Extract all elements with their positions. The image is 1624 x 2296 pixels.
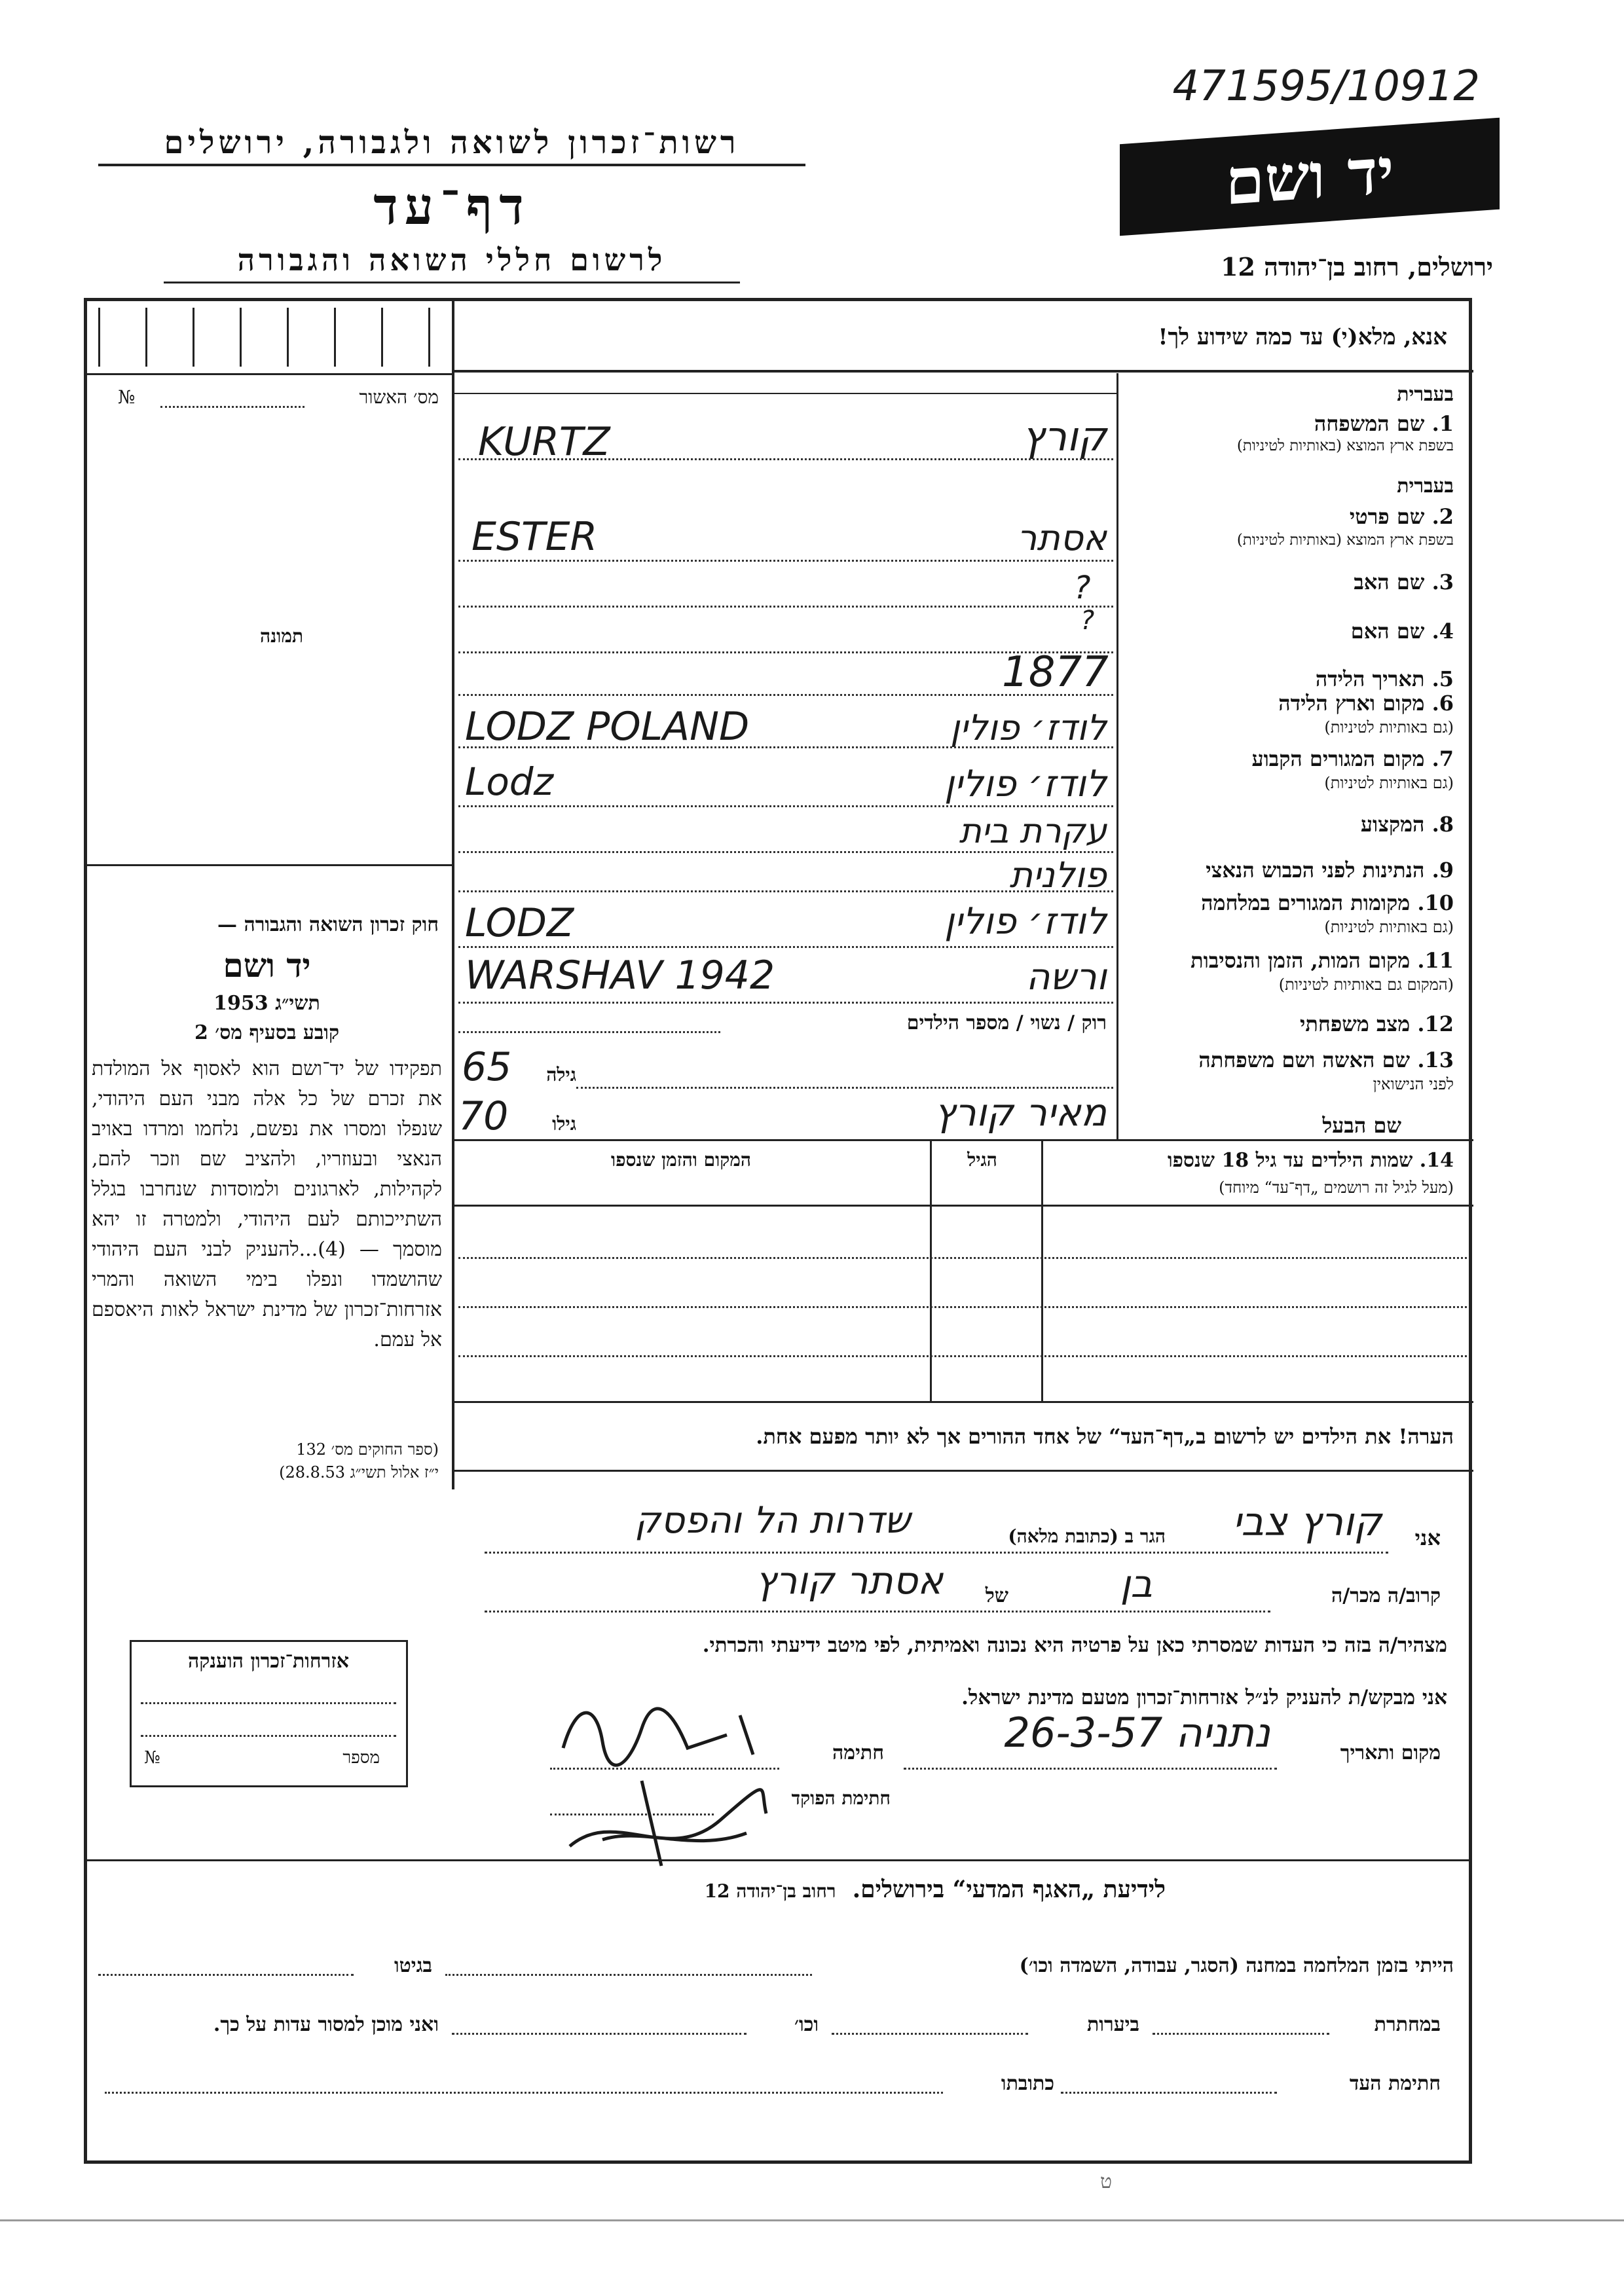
field-2-value-latin[interactable]: ESTER	[471, 514, 598, 560]
field-9-label	[1126, 858, 1454, 883]
form-subtitle: לרשום חללי השואה והגבורה	[237, 242, 667, 278]
citizenship-line-1[interactable]	[141, 1702, 396, 1704]
field-10-sub: (גם באותיות לטיניות)	[1324, 918, 1454, 936]
decl-signature-label: חתימה	[832, 1741, 884, 1764]
declarant-signature	[557, 1689, 792, 1781]
decl-line-1	[485, 1552, 1388, 1554]
field-7-line	[458, 805, 1113, 807]
form-title: דף־עד	[373, 177, 530, 236]
decl-i-value[interactable]: קורץ צבי	[1232, 1499, 1382, 1545]
cert-number-field[interactable]	[160, 406, 304, 408]
field-13-line	[576, 1087, 1113, 1089]
notice-line2d: ואני מוכן למסור עדות על כך.	[213, 2013, 439, 2036]
law-year: תשי״ג 1953	[213, 992, 320, 1015]
field-1-label	[1126, 411, 1454, 436]
children-col-age: הגיל	[967, 1149, 997, 1171]
field-9-text: הנתינות לפני הכבוש הנאצי	[1206, 858, 1425, 883]
field-1-value-hebrew[interactable]: קורץ	[1022, 412, 1107, 460]
field-6-sub: (גם באותיות לטיניות)	[1324, 718, 1454, 737]
field-10-text: מקומות המגורים במלחמה	[1201, 890, 1411, 915]
notice-top-rule	[84, 1859, 1472, 1861]
law-body: תפקידו של יד־ושם הוא לאסוף אל המולדת את זכרם של כל אלה מבני העם היהודי, שנפלו ומסרו את נפשם, נלחמו ומרדו באויב הנאצי ובעוזריו, ולהציב שם וזכר להם, לקהילות, לארגונים ולמוסדות שנחרבו בגלל השתייכותם לעם היהודי, ולמטרה זו יהא מוסמך — (4)...להעניק לבני העם היהודי שהושמדו ונפלו בימי השואה והמרי אזרחות־זכרון של מדינת ישראל לאות היאספם אל עמם.	[92, 1057, 443, 1351]
field-8-line	[458, 851, 1113, 853]
authority-name: רשות־זכרון לשואה ולגבורה, ירושלים	[164, 124, 740, 161]
note-text: הערה! את הילדים יש לרשום ב„דף־העד“ של אחד ההורים אך לא יותר מפעם אחת.	[756, 1424, 1454, 1449]
decl-request: אני מבקש/ת להעניק לנ״ל אזרחות־זכרון מטעם מדינת ישראל.	[961, 1686, 1447, 1709]
field-3-value[interactable]: ?	[1074, 570, 1091, 606]
field-13-num: 13.	[1417, 1048, 1454, 1072]
notice-address: רחוב בן־יהודה 12	[704, 1880, 836, 1902]
field-4-value[interactable]: ?	[1080, 606, 1095, 636]
field-3-line	[458, 606, 1113, 608]
decl-statement: מצהיר/ה בזה כי העדות שמסרתי כאן על פרטיה היא נכונה ואמיתית, לפי מיטב ידיעתי והכרתי.	[702, 1633, 1447, 1657]
address: ירושלים, רחוב בן־יהודה 12	[1221, 252, 1493, 282]
field-13-sub: לפני הנישואין	[1373, 1075, 1454, 1093]
children-num: 14.	[1419, 1149, 1454, 1172]
children-sub: (מעל לגיל זה רושמים „דף־עד“ מיוחד)	[1219, 1178, 1454, 1197]
field-2-text: שם פרטי	[1349, 504, 1425, 529]
notice-line2-field-b[interactable]	[832, 2033, 1028, 2035]
field-1-num: 1.	[1431, 411, 1454, 436]
children-divider-2	[930, 1139, 932, 1401]
field-5-label	[1126, 666, 1454, 691]
children-row-1[interactable]	[458, 1257, 1467, 1259]
cert-boxes	[98, 308, 439, 367]
field-11-num: 11.	[1417, 948, 1454, 973]
notice-line2-field-c[interactable]	[452, 2033, 747, 2035]
field-2-hebrew-label: בעברית	[1397, 475, 1454, 498]
field-3-label	[1126, 570, 1454, 594]
decl-place-date-label: מקום ותאריך	[1340, 1741, 1441, 1764]
field-7-num: 7.	[1431, 746, 1454, 771]
citizenship-title: אזרחות־זכרון הוענקה	[187, 1650, 350, 1673]
yad-vashem-logo: יד ושם	[1120, 118, 1500, 236]
field-1-hebrew-label: בעברית	[1397, 383, 1454, 406]
decl-official-label: חתימת הפוקד	[791, 1787, 891, 1809]
decl-relative-value[interactable]: בן	[1120, 1561, 1153, 1606]
note-rule	[452, 1470, 1473, 1472]
field-12-line	[458, 1031, 720, 1033]
field-7-value-latin[interactable]: Lodz	[465, 759, 554, 804]
field-4-text: שם האם	[1350, 619, 1425, 644]
decl-i-label: אני	[1414, 1525, 1441, 1550]
field-2-line	[458, 560, 1113, 562]
field-8-label	[1126, 812, 1454, 837]
field-1-text: שם המשפחה	[1314, 411, 1425, 436]
footer-mark: ט	[1100, 2170, 1113, 2193]
field-5-line	[458, 694, 1113, 696]
husband-age-label: גילו	[552, 1113, 576, 1135]
notice-line3-field-b[interactable]	[105, 2092, 943, 2094]
field-1-value-latin[interactable]: KURTZ	[478, 419, 610, 465]
cert-number-label: מס׳ האשור	[359, 386, 439, 408]
field-6-value-hebrew[interactable]: לודז׳ פולין	[950, 707, 1107, 748]
field-12-label	[1126, 1011, 1454, 1036]
field-3-text: שם האב	[1354, 570, 1425, 594]
notice-title-text: לידיעת „האגף המדעי“ בירושלים.	[852, 1876, 1166, 1903]
field-5-num: 5.	[1431, 666, 1454, 691]
law-line1: חוק זכרון השואה והגבורה —	[217, 913, 439, 936]
header-rule	[98, 164, 805, 166]
cert-number-mark: №	[118, 386, 136, 408]
children-row-2[interactable]	[458, 1306, 1467, 1308]
field-5-text: תאריך הלידה	[1315, 666, 1425, 691]
law-name: יד ושם	[223, 946, 311, 985]
field-1-line	[458, 458, 1113, 460]
notice-line3b: כתובתו	[1001, 2072, 1054, 2095]
field-12-text: מצב משפחתי	[1300, 1011, 1411, 1036]
field-10-value-hebrew[interactable]: לודז׳ פולין	[944, 900, 1107, 943]
decl-relative-label: קרוב/ה מכר/ה	[1331, 1584, 1441, 1607]
decl-of-value[interactable]: אסתר קורץ	[755, 1558, 943, 1603]
field-2-value-hebrew[interactable]: אסתר	[1016, 517, 1107, 558]
husband-rule	[452, 1139, 1473, 1141]
field-9-num: 9.	[1431, 858, 1454, 883]
notice-line2a: במחתרת	[1374, 2013, 1441, 2036]
field-11-value-latin[interactable]: WARSHAV 1942	[465, 953, 775, 998]
field-6-value-latin[interactable]: LODZ POLAND	[465, 704, 750, 750]
field-2-label	[1126, 504, 1454, 529]
field-1-rule	[452, 393, 1116, 394]
field-7-sub: (גם באותיות לטיניות)	[1324, 774, 1454, 792]
law-ref2: י״ז אלול תשי״ג 28.8.53)	[279, 1463, 439, 1482]
husband-age-value[interactable]: 70	[458, 1093, 509, 1139]
children-text: שמות הילדים עד גיל 18 שנספו	[1167, 1149, 1413, 1172]
field-7-label	[1126, 746, 1454, 771]
decl-place-date-line	[904, 1768, 1277, 1770]
reference-number: 471595/10912	[1172, 62, 1480, 111]
children-header-rule	[452, 1205, 1473, 1207]
field-11-line	[458, 1002, 1113, 1004]
field-13-age-label: גילה	[546, 1064, 576, 1085]
field-2-sub: בשפת ארץ המוצא (באותיות לטיניות)	[1236, 532, 1454, 549]
field-8-num: 8.	[1431, 812, 1454, 837]
notice-line2-field-a[interactable]	[1153, 2033, 1329, 2035]
field-2-num: 2.	[1431, 504, 1454, 529]
decl-place-date-value[interactable]: נתניה 26-3-57	[1004, 1709, 1270, 1757]
field-11-text: מקום המות, הזמן והנסיבות	[1190, 948, 1411, 973]
notice-line1-field-a[interactable]	[445, 1974, 812, 1976]
cert-boxes-rule	[84, 373, 454, 375]
field-6-label	[1126, 691, 1454, 716]
field-11-sub: (המקום גם באותיות לטיניות)	[1278, 975, 1454, 994]
notice-line1a: הייתי בזמן המלחמה במחנה (הסגר, עבודה, השמדה וכו׳)	[1019, 1954, 1454, 1977]
notice-line3-field-a[interactable]	[1061, 2092, 1277, 2094]
children-row-3[interactable]	[458, 1355, 1467, 1357]
husband-value[interactable]: מאיר קורץ	[934, 1090, 1107, 1135]
field-6-num: 6.	[1431, 691, 1454, 716]
field-10-num: 10.	[1417, 890, 1454, 915]
field-4-label	[1126, 619, 1454, 644]
decl-resident-label: הגר ב (כתובת מלאה)	[1008, 1525, 1166, 1547]
field-5-value[interactable]: 1877	[1002, 648, 1109, 697]
field-13-age-value[interactable]: 65	[462, 1044, 512, 1090]
notice-line3a: חתימת העד	[1349, 2072, 1441, 2095]
citizenship-line-2[interactable]	[141, 1735, 396, 1737]
notice-line2c: וכו׳	[794, 2013, 819, 2036]
photo-label: תמונה	[259, 625, 304, 647]
children-bottom-rule	[452, 1401, 1473, 1403]
field-11-value-hebrew[interactable]: ורשה	[1025, 956, 1107, 998]
official-signature	[563, 1768, 773, 1872]
notice-title	[458, 1876, 1166, 1903]
intro-text: אנא, מלא(י) עד כמה שידוע לך!	[1158, 324, 1447, 350]
field-13-text: שם האשה ושם משפחתה	[1198, 1048, 1411, 1072]
intro-rule	[452, 370, 1473, 373]
law-clause: קובע בסעיף מס׳ 2	[194, 1021, 340, 1044]
citizenship-number-label: מספר	[342, 1748, 380, 1768]
citizenship-number-mark: №	[144, 1748, 160, 1768]
field-10-line	[458, 946, 1113, 948]
field-8-value[interactable]: עקרת בית	[959, 812, 1107, 851]
notice-line1-field-b[interactable]	[98, 1974, 354, 1976]
field-12-num: 12.	[1417, 1011, 1454, 1036]
field-1-sub: בשפת ארץ המוצא (באותיות לטיניות)	[1236, 437, 1454, 454]
field-11-label	[1126, 948, 1454, 973]
field-9-value[interactable]: פולנית	[1009, 854, 1107, 896]
field-13-label	[1126, 1048, 1454, 1072]
children-divider-1	[1041, 1139, 1043, 1401]
children-label	[1061, 1149, 1454, 1172]
field-3-num: 3.	[1431, 570, 1454, 594]
field-10-value-latin[interactable]: LODZ	[465, 900, 574, 946]
scan-edge	[0, 2219, 1624, 2221]
husband-label: שם הבעל	[1322, 1113, 1401, 1138]
field-6-text: מקום וארץ הלידה	[1278, 691, 1425, 716]
notice-line1b: בגיטו	[394, 1954, 432, 1977]
left-column-divider	[452, 298, 454, 1489]
children-col-place: המקום והזמן שנספו	[611, 1149, 751, 1171]
field-9-line	[458, 890, 1113, 892]
field-12-options[interactable]: רוק / נשוי / מספר הילדים	[906, 1011, 1107, 1034]
decl-of-label: של	[985, 1584, 1008, 1607]
subtitle-rule	[164, 282, 740, 283]
photo-bottom-rule	[84, 864, 454, 866]
field-7-value-hebrew[interactable]: לודז׳ פולין	[944, 763, 1107, 805]
field-4-num: 4.	[1431, 619, 1454, 644]
notice-line2b: ביערות	[1086, 2013, 1139, 2036]
field-6-line	[458, 746, 1113, 748]
decl-resident-value[interactable]: שדרות הל והפסק	[635, 1499, 910, 1542]
field-10-label	[1126, 890, 1454, 915]
label-column-divider	[1116, 373, 1118, 1139]
decl-line-2	[485, 1611, 1270, 1613]
field-8-text: המקצוע	[1360, 812, 1425, 837]
field-7-text: מקום המגורים הקבוע	[1251, 746, 1425, 771]
law-ref1: (ספר החוקים מס׳ 132	[296, 1440, 439, 1459]
